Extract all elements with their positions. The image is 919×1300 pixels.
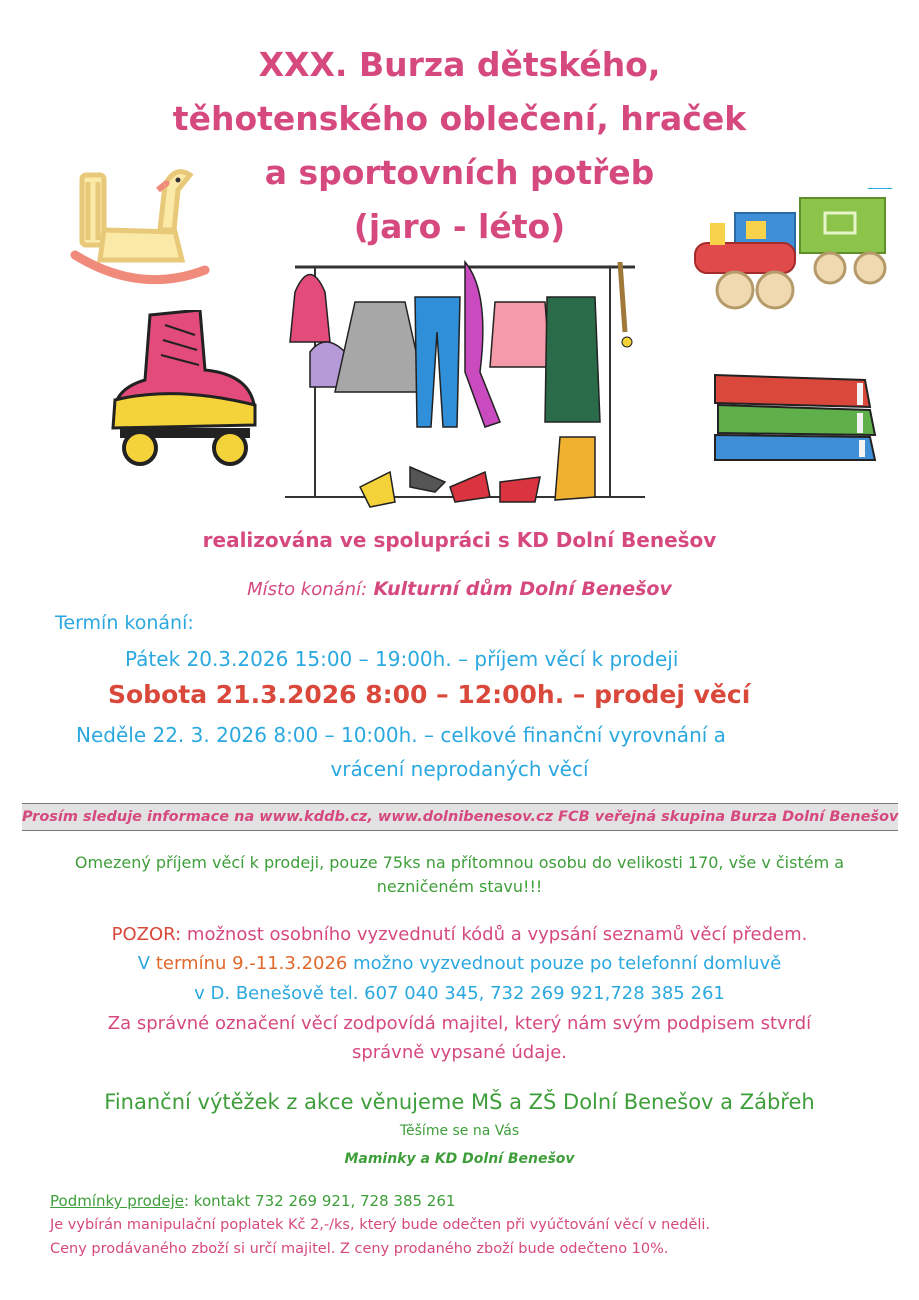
- info-banner: Prosím sleduje informace na www.kddb.cz, www.dolnibenesov.cz FCB veřejná skupina Burza Dolní Benešov: [22, 803, 898, 831]
- toy-train-icon: [680, 188, 895, 313]
- clothes-rack-icon: [285, 252, 645, 517]
- venue-value: Kulturní dům Dolní Benešov: [373, 578, 672, 600]
- venue-label: Místo konání:: [247, 579, 368, 600]
- limit-line-1: Omezený příjem věcí k prodeji, pouze 75ks na přítomnou osobu do velikosti 170, vše v čistém a: [74, 853, 845, 872]
- title-line-1: XXX. Burza dětského,: [258, 45, 661, 84]
- schedule-sunday-cont: vrácení neprodaných věcí: [330, 757, 589, 781]
- conditions-line-2: Je vybírán manipulační poplatek Kč 2,-/ks, který bude odečten při vyúčtování věcí v neděli.: [50, 1217, 711, 1233]
- pozor-line-3: v D. Benešově tel. 607 040 345, 732 269 921,728 385 261: [194, 983, 725, 1004]
- pozor-text: možnost osobního vyzvednutí kódů a vypsání seznamů věcí předem.: [181, 924, 808, 945]
- book-stack-icon: [710, 365, 880, 465]
- pozor-label: POZOR:: [111, 924, 182, 945]
- title-line-3: a sportovních potřeb: [264, 153, 655, 192]
- limit-line-2: nezničeném stavu!!!: [376, 877, 543, 896]
- greeting-line: Těšíme se na Vás: [399, 1123, 520, 1139]
- schedule-sunday: Neděle 22. 3. 2026 8:00 – 10:00h. – celkové finanční vyrovnání a: [76, 723, 726, 747]
- pozor-line-5: správně vypsané údaje.: [351, 1042, 568, 1063]
- schedule-friday: Pátek 20.3.2026 15:00 – 19:00h. – příjem věcí k prodeji: [125, 647, 679, 671]
- pozor-line-4: Za správné označení věcí zodpovídá majitel, který nám svým podpisem stvrdí: [107, 1013, 812, 1034]
- venue-line: [0, 578, 919, 600]
- pozor-line2-pre: V: [137, 953, 156, 974]
- pozor-term: termínu 9.-11.3.2026: [155, 953, 348, 974]
- conditions-contact: : kontakt 732 269 921, 728 385 261: [183, 1192, 456, 1210]
- term-label: Termín konání:: [55, 612, 194, 634]
- pozor-line-2: [0, 953, 919, 974]
- roller-skate-icon: [105, 310, 265, 470]
- pozor-line2-post: možno vyzvednout pouze po telefonní domluvě: [347, 953, 782, 974]
- title-line-2: těhotenského oblečení, hraček: [172, 99, 747, 138]
- conditions-line-1: [50, 1192, 455, 1210]
- rocking-horse-icon: [70, 160, 210, 295]
- pozor-line-1: [0, 924, 919, 945]
- cooperation-line: realizována ve spolupráci s KD Dolní Benešov: [202, 528, 717, 552]
- proceeds-line: Finanční výtěžek z akce věnujeme MŠ a ZŠ Dolní Benešov a Zábřeh: [104, 1090, 815, 1114]
- schedule-saturday: Sobota 21.3.2026 8:00 – 12:00h. – prodej věcí: [108, 680, 751, 709]
- conditions-label: Podmínky prodeje: [50, 1192, 184, 1210]
- conditions-line-3: Ceny prodávaného zboží si určí majitel. Z ceny prodaného zboží bude odečteno 10%.: [50, 1241, 669, 1257]
- title-line-4: (jaro - léto): [353, 207, 566, 246]
- signature-line: Maminky a KD Dolní Benešov: [344, 1151, 575, 1167]
